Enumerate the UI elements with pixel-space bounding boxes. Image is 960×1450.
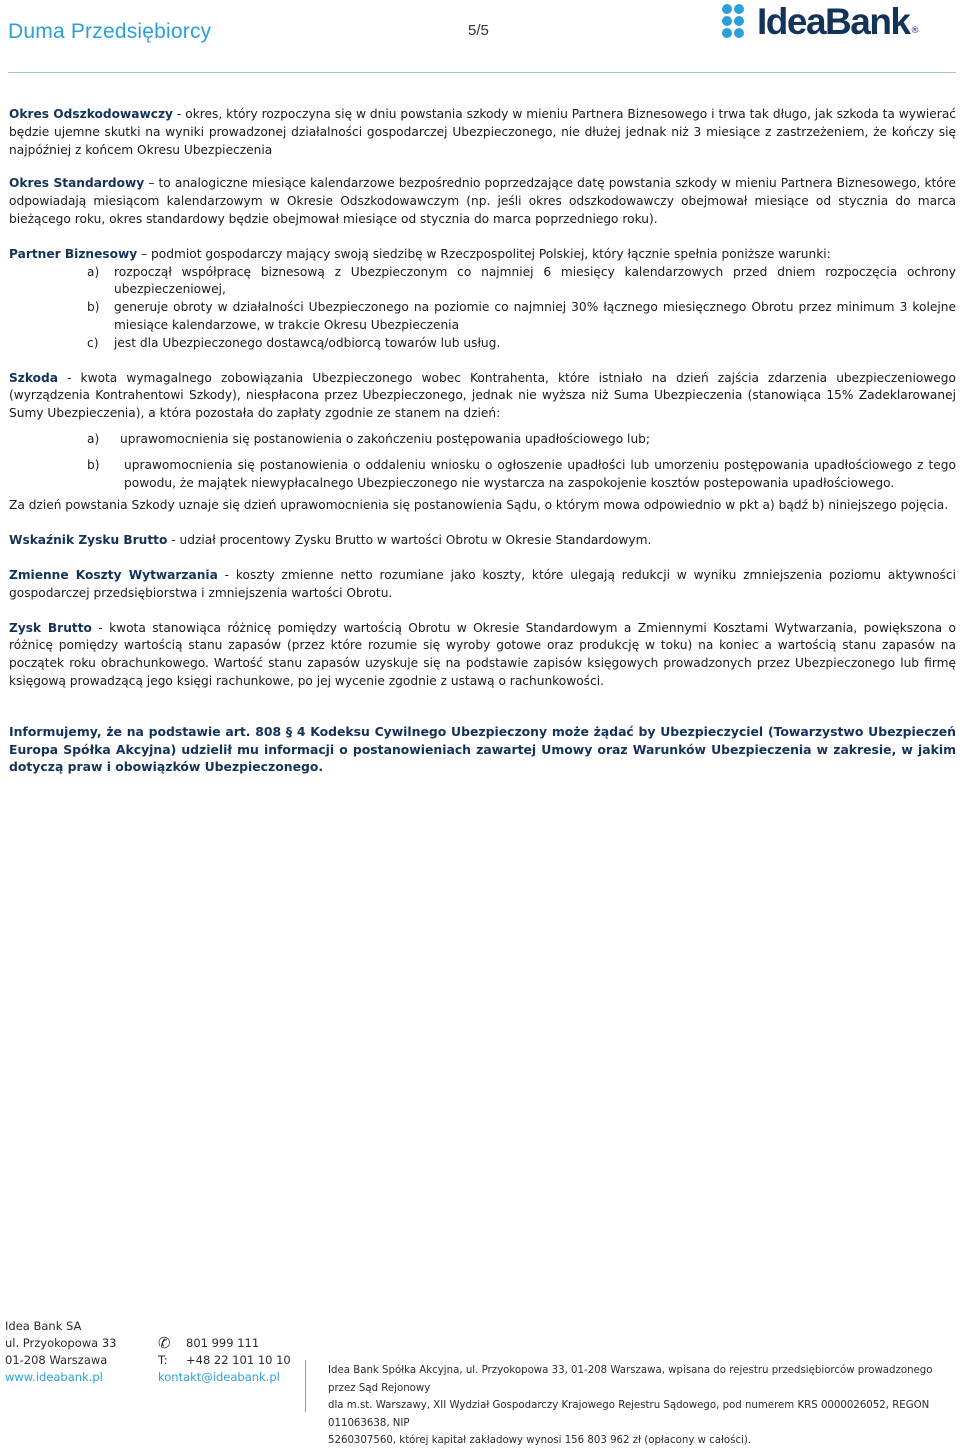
- list-marker: c): [87, 335, 99, 350]
- definition-okres-odszkodowawczy: [9, 106, 956, 159]
- definition-note: Za dzień powstania Szkody uznaje się dzień uprawomocnienia się postanowienia Sądu, o którym mowa odpowiednio w pkt a) bądź b) niniejszego pojęcia.: [9, 498, 949, 513]
- definition-text: - kwota stanowiąca różnicę pomiędzy wartością Obrotu w Okresie Standardowym a Zmiennymi Kosztami Wytwarzania, powiększona o różnicę pomiędzy wartością stanu zapasów (przez które rozumie się wyroby gotowe oraz produkcję w toku) na koniec a wartością stanu zapasów na początek roku obrachunkowego. Wartość stanu zapasów uzyskuje się na podstawie zapisów księgowych prowadzonych przez Ubezpieczonego lub firmę księgową prowadzącą jego księgi rachunkowe, po jej wycenie zgodnie z ustawą o rachunkowości.: [9, 620, 956, 688]
- document-title: Duma Przedsiębiorcy: [8, 20, 212, 43]
- list-item: [87, 299, 956, 335]
- idea-bank-logo: [722, 2, 920, 42]
- definition-wskaznik-zysku-brutto: [9, 532, 956, 550]
- page-header: [0, 0, 960, 74]
- registered-mark: ®: [910, 26, 920, 36]
- footer-divider: [305, 1360, 306, 1412]
- definition-term: Partner Biznesowy: [9, 246, 138, 261]
- email-row: [158, 1369, 291, 1386]
- list-text: uprawomocnienia się postanowienia o oddaleniu wniosku o ogłoszenie upadłości lub umorzeniu postępowania upadłościowego z tego powodu, że majątek niewypłacalnego Ubezpieczonego nie wystarcza na zaspokojenie kosztów postepowania upadłościowego.: [124, 457, 956, 490]
- website-link[interactable]: www.ideabank.pl: [5, 1370, 103, 1384]
- email-link[interactable]: kontakt@ideabank.pl: [158, 1370, 280, 1384]
- definition-zysk-brutto: [9, 620, 956, 691]
- header-divider: [8, 72, 956, 73]
- definition-text: - udział procentowy Zysku Brutto w wartości Obrotu w Okresie Standardowym.: [167, 533, 652, 548]
- hotline-number: 801 999 111: [186, 1336, 260, 1350]
- list-marker: b): [87, 300, 100, 315]
- logo-text: IdeaBank: [757, 1, 910, 42]
- list-text: jest dla Ubezpieczonego dostawcą/odbiorcą towarów lub usług.: [114, 335, 501, 350]
- definition-term: Wskaźnik Zysku Brutto: [9, 533, 168, 548]
- company-name: Idea Bank SA: [5, 1319, 82, 1333]
- condition-list: [9, 431, 956, 492]
- list-item: [87, 431, 956, 449]
- page-footer: [0, 1310, 960, 1446]
- legal-line: dla m.st. Warszawy, XII Wydział Gospodarczy Krajowego Rejestru Sądowego, pod numerem KRS 0000026052, REGON 011063638, NIP: [328, 1400, 930, 1429]
- list-item: [87, 457, 956, 493]
- definition-text: – podmiot gospodarczy mający swoją siedzibę w Rzeczpospolitej Polskiej, który łącznie spełnia poniższe warunki:: [137, 246, 831, 261]
- condition-list: [9, 264, 956, 353]
- definition-intro: [9, 370, 956, 423]
- list-item: [87, 264, 956, 300]
- phone-icon: ✆: [158, 1334, 171, 1352]
- definition-term: Okres Odszkodowawczy: [9, 107, 173, 121]
- tel-label: T:: [158, 1353, 168, 1367]
- footer-legal: [328, 1362, 958, 1450]
- list-text: uprawomocnienia się postanowienia o zakończeniu postępowania upadłościowego lub;: [120, 431, 651, 446]
- list-marker: a): [87, 264, 100, 279]
- logo-dots-icon: [722, 4, 752, 40]
- definition-term: Zmienne Koszty Wytwarzania: [9, 567, 218, 582]
- definition-term: Szkoda: [9, 370, 58, 385]
- definition-partner-biznesowy: [9, 246, 956, 353]
- information-notice: Informujemy, że na podstawie art. 808 § 4 Kodeksu Cywilnego Ubezpieczony może żądać by Ubezpieczyciel (Towarzystwo Ubezpieczeń Europa Spółka Akcyjna) udzielił mu informacji o postanowieniach zawartej Umowy oraz Warunków Ubezpieczenia w zakresie, w jakim dotyczą praw i obowiązków Ubezpieczonego.: [9, 723, 956, 775]
- definition-text: - okres, który rozpoczyna się w dniu powstania szkody w mieniu Partnera Biznesowego i trwa tak długo, jak szkoda ta wywierać będzie ujemne skutki na wyniki prowadzonej działalności gospodarczej Ubezpieczonego, nie dłużej jednak niż 3 miesiące z zastrzeżeniem, że kończy się najpóźniej z końcem Okresu Ubezpieczenia: [9, 107, 956, 157]
- tel-number: +48 22 101 10 10: [186, 1353, 291, 1367]
- definition-text: - koszty zmienne netto rozumiane jako koszty, które ulegają redukcji w wyniku zmniejszenia poziomu aktywności gospodarczej przedsiębiorstwa i zmniejszenia wartości Obrotu.: [9, 567, 956, 600]
- definition-text: – to analogiczne miesiące kalendarzowe bezpośrednio poprzedzające datę powstania szkody w mieniu Partnera Biznesowego, które odpowiadają miesiącom kalendarzowym w Okresie Odszkodowawczym (np. jeśli okres odszkodowawczy obejmował miesiące od stycznia do marca bieżącego roku, okres standardowy będzie obejmował miesiące od stycznia do marca poprzedniego roku).: [9, 176, 956, 226]
- definition-term: Zysk Brutto: [9, 620, 92, 635]
- definition-zmienne-koszty: [9, 567, 956, 603]
- list-marker: b): [87, 457, 100, 472]
- definition-szkoda: [9, 370, 956, 516]
- definition-intro: [9, 246, 956, 264]
- street-address: ul. Przyokopowa 33: [5, 1336, 117, 1350]
- definition-term: Okres Standardowy: [9, 176, 145, 191]
- phone-row: [158, 1335, 291, 1352]
- definition-text: - kwota wymagalnego zobowiązania Ubezpieczonego wobec Kontrahenta, które istniało na dzień zajścia zdarzenia ubezpieczeniowego (wyrządzenia Kontrahentowi Szkody), niespłacona przez Ubezpieczonego, jednak nie wyższa niż Suma Ubezpieczenia (stanowiąca 15% Zadeklarowanej Sumy Ubezpieczenia), a która pozostała do zapłaty zgodnie ze stanem na dzień:: [9, 370, 956, 421]
- list-text: generuje obroty w działalności Ubezpieczonego na poziomie co najmniej 30% łącznego miesięcznego Obrotu przez minimum 3 kolejne miesiące kalendarzowe, w trakcie Okresu Ubezpieczenia: [114, 300, 956, 332]
- document-body: [9, 106, 956, 776]
- definition-okres-standardowy: [9, 175, 956, 228]
- list-marker: a): [87, 431, 100, 446]
- list-item: [87, 335, 956, 353]
- contact-spacer: [158, 1318, 291, 1335]
- footer-contact: [158, 1318, 291, 1386]
- page-number: 5/5: [468, 22, 489, 39]
- tel-row: [158, 1352, 291, 1369]
- city-address: 01-208 Warszawa: [5, 1353, 108, 1367]
- legal-line: Idea Bank Spółka Akcyjna, ul. Przyokopowa 33, 01-208 Warszawa, wpisana do rejestru przedsiębiorców prowadzonego przez Sąd Rejonowy: [328, 1365, 933, 1394]
- list-text: rozpoczął współpracę biznesową z Ubezpieczonym co najmniej 6 miesięcy kalendarzowych przed dniem rozpoczęcia ochrony ubezpieczeniowej,: [114, 264, 956, 297]
- legal-line: 5260307560, której kapitał zakładowy wynosi 156 803 962 zł (opłacony w całości).: [328, 1435, 752, 1446]
- footer-address: [5, 1318, 117, 1386]
